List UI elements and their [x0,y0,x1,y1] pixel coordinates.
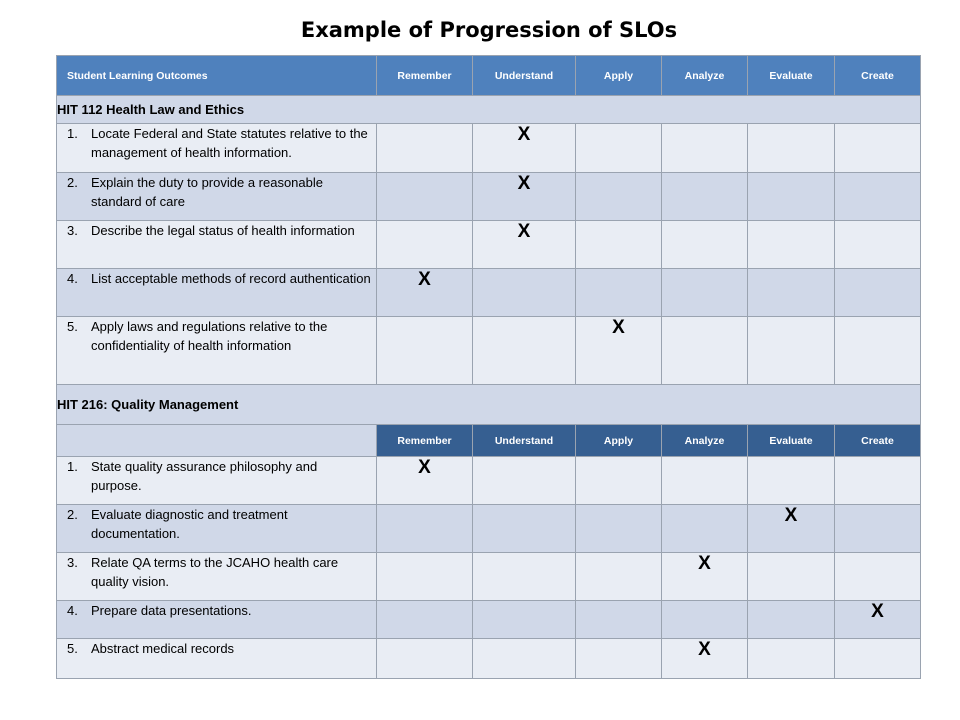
outcome-text: Evaluate diagnostic and treatment documentation. [91,507,288,541]
level-cell-analyze [662,221,748,269]
header-analyze: Analyze [662,56,748,96]
level-cell-understand [473,639,576,679]
level-cell-create [835,505,921,553]
level-mark-x: X [662,639,748,679]
header-evaluate: Evaluate [748,56,835,96]
outcome-cell [57,639,377,679]
level-cell-create [835,457,921,505]
header-create: Create [835,56,921,96]
outcome-number: 4. [67,271,78,286]
outcome-number: 5. [67,319,78,334]
outcome-cell [57,173,377,221]
level-mark-x: X [576,317,662,385]
level-cell-create [835,553,921,601]
level-cell-analyze [662,173,748,221]
level-cell-apply [576,505,662,553]
outcome-number: 1. [67,126,78,141]
header-outcomes: Student Learning Outcomes [57,56,377,96]
level-cell-remember [377,505,473,553]
outcome-number: 2. [67,507,78,522]
level-cell-evaluate [748,553,835,601]
level-cell-remember [377,173,473,221]
outcome-text: Explain the duty to provide a reasonable standard of care [91,175,323,209]
level-cell-create [835,173,921,221]
level-cell-create [835,221,921,269]
outcome-cell [57,505,377,553]
level-cell-apply [576,221,662,269]
level-cell-create [835,317,921,385]
level-cell-understand [473,505,576,553]
table-row [57,269,921,317]
section-heading: HIT 112 Health Law and Ethics [57,96,921,124]
outcome-number: 3. [67,223,78,238]
header-understand: Understand [473,56,576,96]
level-cell-analyze [662,124,748,173]
header-remember: Remember [377,56,473,96]
level-cell-evaluate [748,317,835,385]
level-cell-understand [473,601,576,639]
subheader-apply: Apply [576,425,662,457]
level-mark-x: X [377,457,473,505]
level-cell-evaluate [748,124,835,173]
outcome-number: 1. [67,459,78,474]
subheader-analyze: Analyze [662,425,748,457]
outcome-cell [57,124,377,173]
level-cell-analyze [662,317,748,385]
table-row [57,601,921,639]
subheader-remember: Remember [377,425,473,457]
level-cell-evaluate [748,639,835,679]
outcome-text: Apply laws and regulations relative to the confidentiality of health information [91,319,328,353]
level-mark-x: X [835,601,921,639]
outcome-text: Locate Federal and State statutes relative to the management of health information. [91,126,368,160]
level-cell-apply [576,639,662,679]
level-cell-apply [576,553,662,601]
header-apply: Apply [576,56,662,96]
outcome-text: Prepare data presentations. [91,603,252,618]
section-heading-row [57,385,921,425]
level-cell-apply [576,457,662,505]
level-cell-analyze [662,601,748,639]
level-cell-apply [576,124,662,173]
level-cell-apply [576,601,662,639]
level-mark-x: X [662,553,748,601]
level-cell-remember [377,601,473,639]
outcome-number: 2. [67,175,78,190]
level-mark-x: X [377,269,473,317]
outcome-cell [57,457,377,505]
level-mark-x: X [473,221,576,269]
level-cell-understand [473,457,576,505]
slo-progression-table [56,55,921,679]
outcome-cell [57,269,377,317]
level-cell-evaluate [748,173,835,221]
subheader-create: Create [835,425,921,457]
level-mark-x: X [473,124,576,173]
outcome-cell [57,317,377,385]
level-mark-x: X [748,505,835,553]
outcome-cell [57,553,377,601]
level-cell-evaluate [748,269,835,317]
level-cell-apply [576,173,662,221]
level-cell-understand [473,317,576,385]
outcome-number: 5. [67,641,78,656]
level-cell-remember [377,317,473,385]
level-cell-evaluate [748,457,835,505]
outcome-text: State quality assurance philosophy and purpose. [91,459,318,493]
outcome-text: Relate QA terms to the JCAHO health care quality vision. [91,555,339,589]
outcome-cell [57,601,377,639]
table-row [57,457,921,505]
level-mark-x: X [473,173,576,221]
header-row [57,56,921,96]
level-cell-remember [377,553,473,601]
subheader-understand: Understand [473,425,576,457]
level-cell-remember [377,124,473,173]
table-row [57,317,921,385]
table-row [57,124,921,173]
level-cell-remember [377,639,473,679]
level-cell-understand [473,269,576,317]
outcome-number: 4. [67,603,78,618]
table-row [57,553,921,601]
level-cell-analyze [662,457,748,505]
level-cell-create [835,639,921,679]
subheader-row [57,425,921,457]
level-cell-analyze [662,505,748,553]
page-title: Example of Progression of SLOs [300,18,678,42]
table-row [57,173,921,221]
subheader-evaluate: Evaluate [748,425,835,457]
level-cell-evaluate [748,221,835,269]
table-row [57,639,921,679]
outcome-text: Abstract medical records [91,641,235,656]
level-cell-analyze [662,269,748,317]
section-heading-row [57,96,921,124]
level-cell-apply [576,269,662,317]
subheader-blank [57,425,377,457]
level-cell-create [835,269,921,317]
table-row [57,505,921,553]
outcome-text: Describe the legal status of health information [91,223,355,238]
outcome-number: 3. [67,555,78,570]
table-row [57,221,921,269]
level-cell-create [835,124,921,173]
level-cell-remember [377,221,473,269]
level-cell-evaluate [748,601,835,639]
section-heading: HIT 216: Quality Management [57,385,921,425]
outcome-text: List acceptable methods of record authentication [91,271,371,286]
level-cell-understand [473,553,576,601]
outcome-cell [57,221,377,269]
